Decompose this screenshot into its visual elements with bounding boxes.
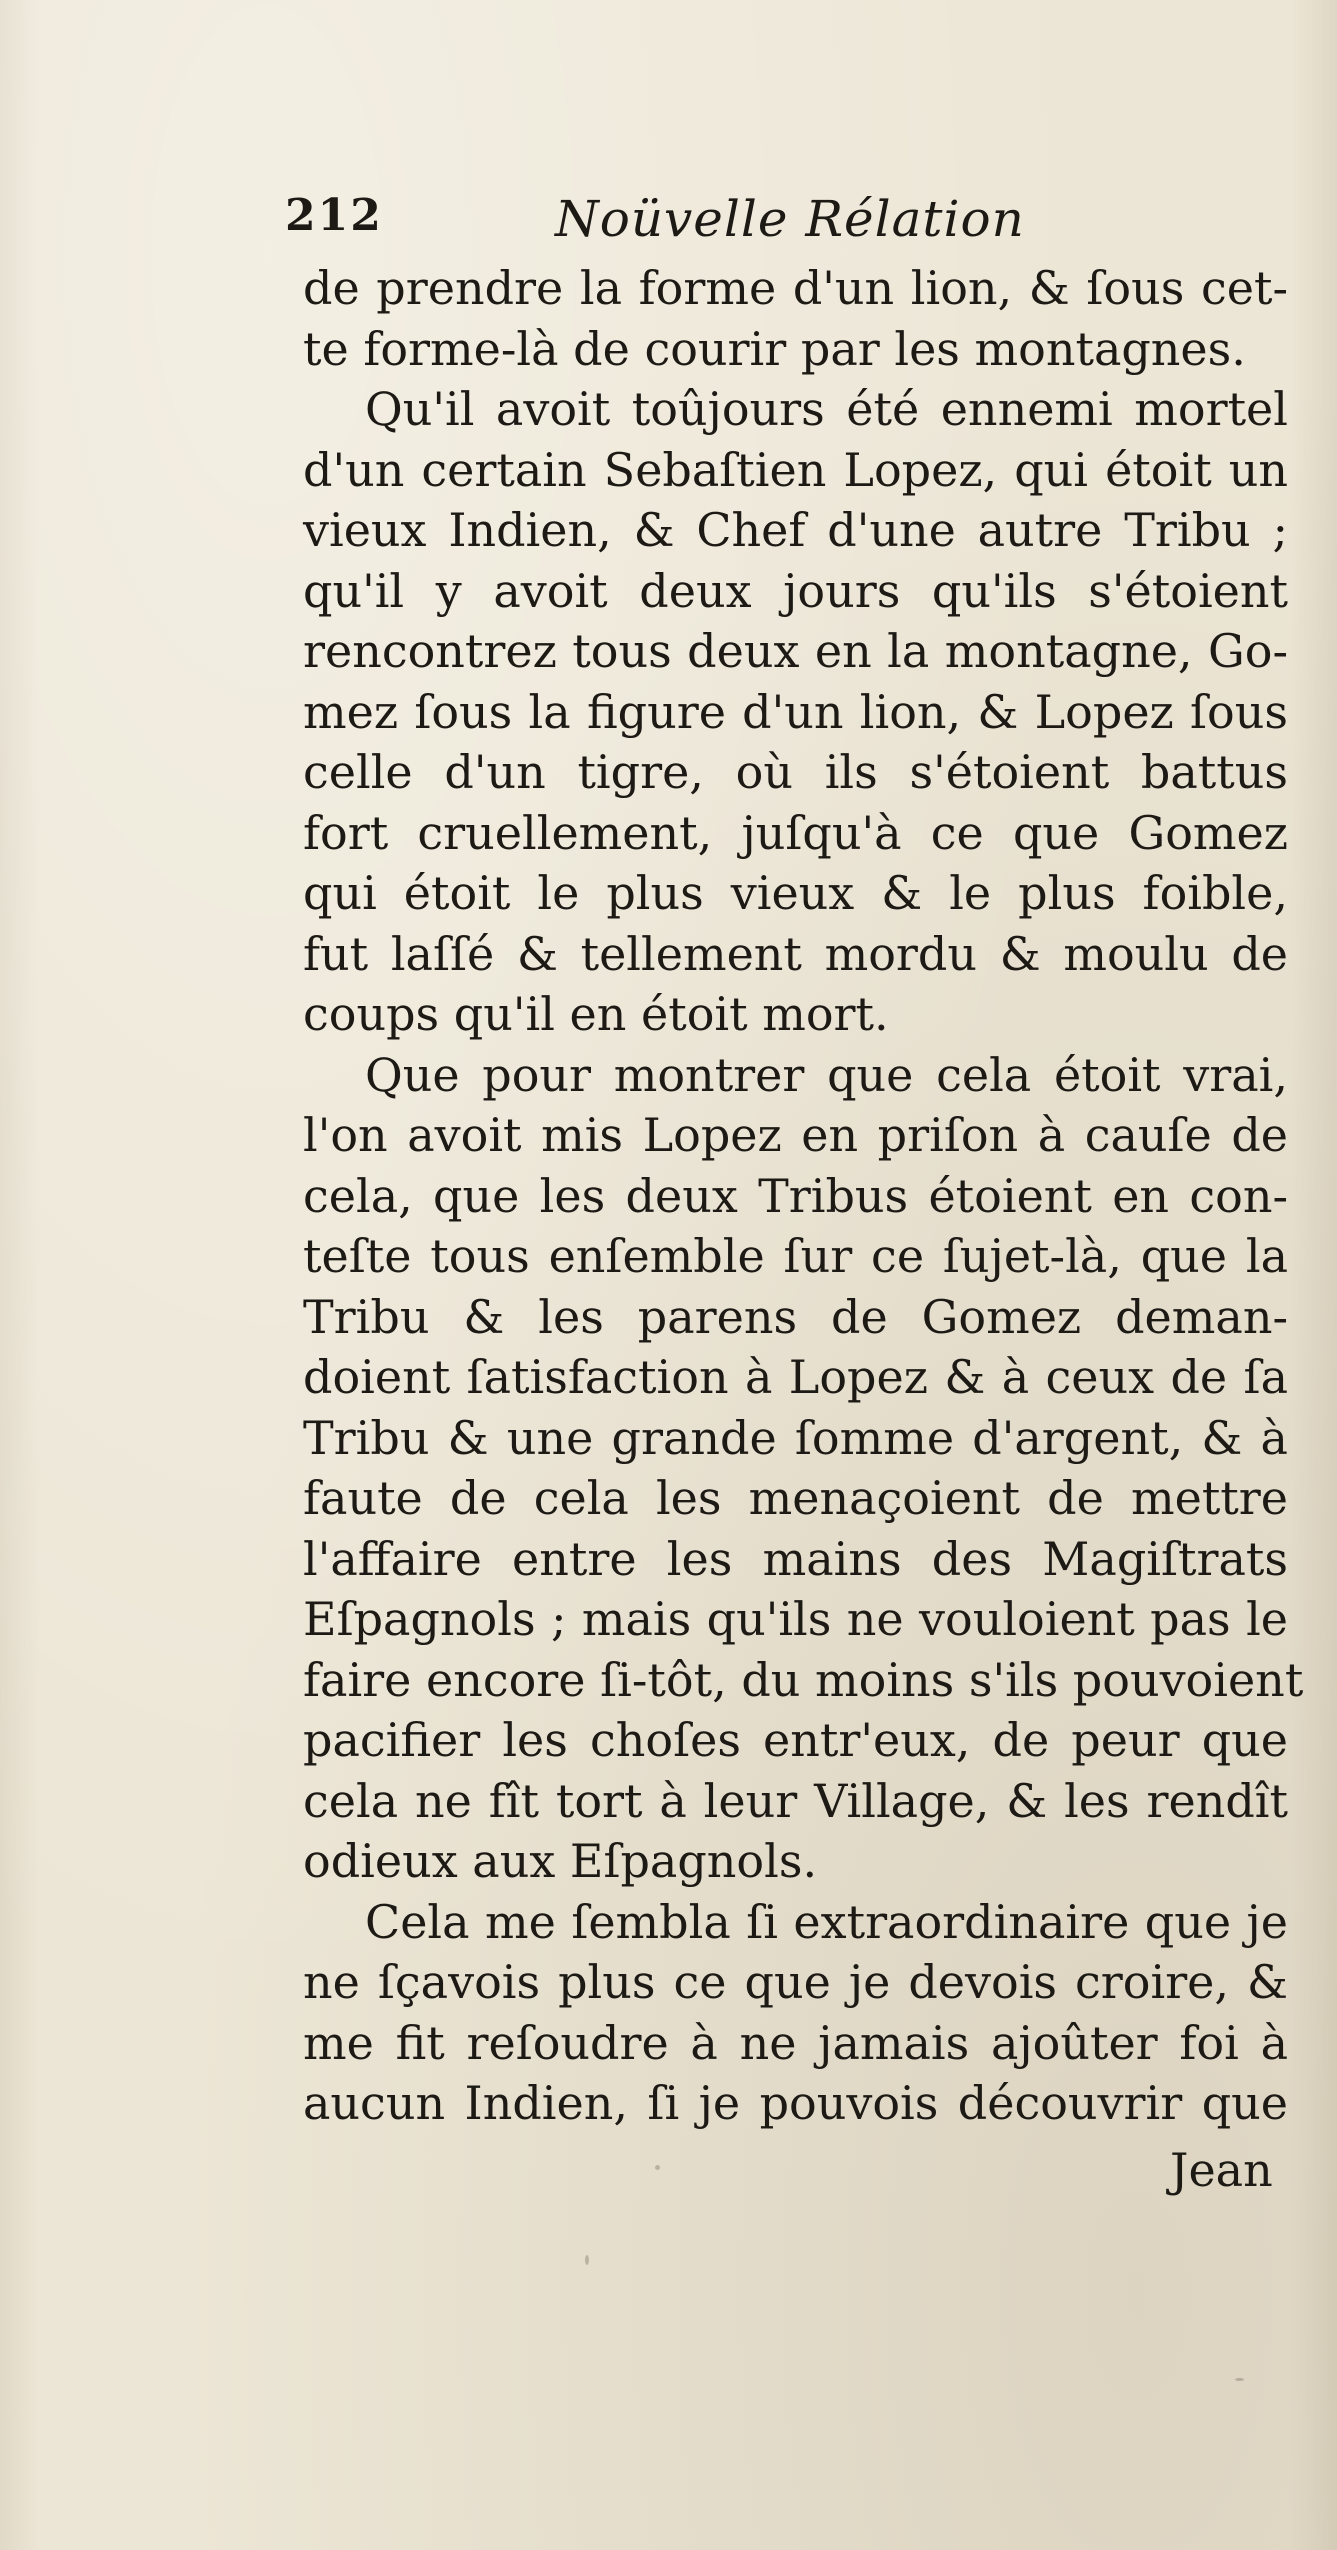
text-line: d'un certain Sebaſtien Lopez, qui étoit un (303, 442, 1288, 497)
text-line: faute de cela les menaçoient de mettre (303, 1471, 1288, 1525)
text-line: vieux Indien, & Chef d'une autre Tribu ; (303, 503, 1288, 557)
text-line: odieux aux Eſpagnols. (303, 1834, 818, 1888)
text-line: fut laſſé & tellement mordu & moulu de (303, 926, 1288, 981)
text-line: coups qu'il en étoit mort. (303, 987, 889, 1041)
paragraph-start-line: Cela me ſembla ſi extraordinaire que je (365, 1894, 1288, 1949)
text-line: l'on avoit mis Lopez en priſon à cauſe de (303, 1108, 1288, 1162)
text-line: fort cruellement, juſqu'à ce que Gomez (303, 805, 1288, 860)
page-number: 212 (285, 190, 383, 241)
text-line: mez ſous la figure d'un lion, & Lopez ſous (303, 684, 1288, 739)
text-line: cela, que les deux Tribus étoient en con- (303, 1168, 1288, 1223)
text-line: cela ne fît tort à leur Village, & les rendît (303, 1773, 1288, 1828)
text-line: ne ſçavois plus ce que je devois croire, & (303, 1955, 1288, 2009)
paper-speck (1235, 2378, 1244, 2381)
running-title: Noüvelle Rélation (555, 190, 1025, 248)
paper-speck (655, 2165, 660, 2170)
paper-speck (585, 2255, 589, 2265)
text-line: teſte tous enſemble ſur ce ſujet-là, que la (303, 1229, 1288, 1283)
catchword: Jean (1170, 2143, 1273, 2197)
text-line: de prendre la forme d'un lion, & ſous cet- (303, 261, 1288, 315)
paragraph-start-line: Qu'il avoit toûjours été ennemi mortel (365, 382, 1288, 436)
text-line: l'affaire entre les mains des Magiſtrats (303, 1531, 1288, 1586)
text-line: qui étoit le plus vieux & le plus foible, (303, 866, 1288, 920)
text-line: aucun Indien, ſi je pouvois découvrir que (303, 2076, 1288, 2130)
text-line: Tribu & une grande ſomme d'argent, & à (303, 1410, 1288, 1465)
text-line: doient ſatisfaction à Lopez & à ceux de ſa (303, 1350, 1288, 1404)
text-line: Tribu & les parens de Gomez deman- (303, 1289, 1288, 1344)
text-line: me fit reſoudre à ne jamais ajoûter foi à (303, 2015, 1288, 2070)
text-line: Eſpagnols ; mais qu'ils ne vouloient pas le (303, 1592, 1288, 1646)
paragraph-start-line: Que pour montrer que cela étoit vrai, (365, 1047, 1288, 1102)
text-line: pacifier les choſes entr'eux, de peur que (303, 1713, 1288, 1767)
text-line: celle d'un tigre, où ils s'étoient battus (303, 745, 1288, 799)
text-line: rencontrez tous deux en la montagne, Go- (303, 624, 1288, 678)
text-line: faire encore ſi-tôt, du moins s'ils pouvoient (303, 1652, 1304, 1707)
running-head (285, 190, 1045, 260)
body-text (303, 258, 1304, 2134)
text-line: qu'il y avoit deux jours qu'ils s'étoient (303, 563, 1288, 618)
text-line: te forme-là de courir par les montagnes. (303, 321, 1246, 376)
